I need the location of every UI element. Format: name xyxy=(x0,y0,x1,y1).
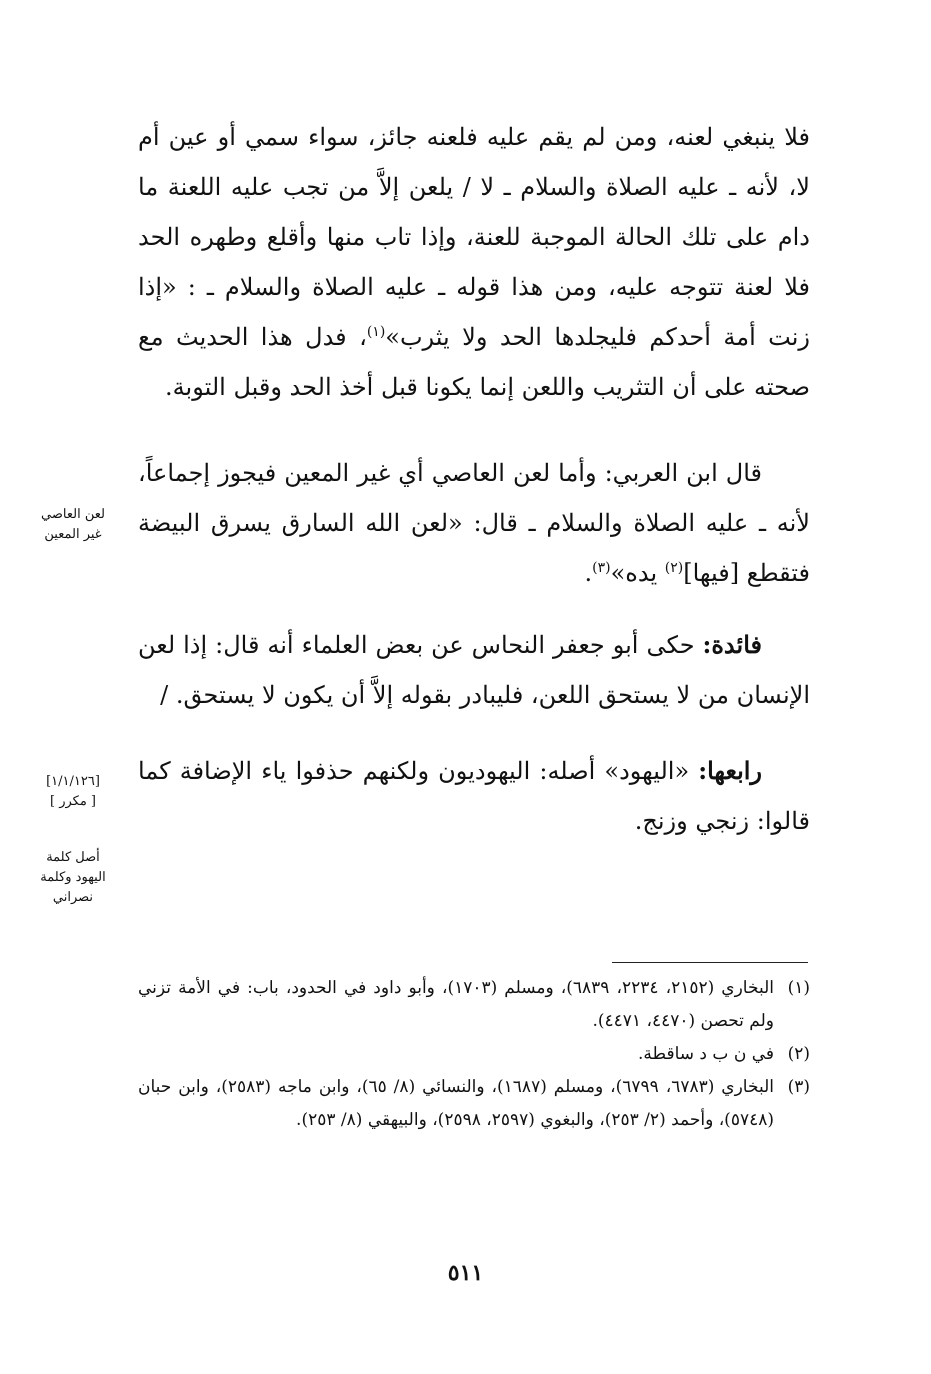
paragraph-2-text-a: قال ابن العربي: وأما لعن العاصي أي غير المعين فيجوز إجماعاً، لأنه ـ عليه الصلاة والسلام ـ قال: «لعن الله السارق يسرق البيضة فتقطع [فيها] xyxy=(138,459,810,587)
footnote-text: في ن ب د ساقطة. xyxy=(638,1044,774,1064)
footnotes xyxy=(138,972,810,1137)
page-number: ٥١١ xyxy=(447,1260,484,1286)
footnote-number: (٣) xyxy=(787,1077,810,1097)
paragraph-4 xyxy=(138,746,810,846)
paragraph-3-text: حكى أبو جعفر النحاس عن بعض العلماء أنه قال: إذا لعن الإنسان من لا يستحق اللعن، فليبادر بقوله إلاَّ أن يكون لا يستحق. / xyxy=(138,631,810,709)
paragraph-2-text-b: يده» xyxy=(610,559,665,587)
paragraph-3 xyxy=(138,620,810,720)
footnote-3 xyxy=(138,1071,810,1137)
footnote-ref-1[interactable]: (١) xyxy=(366,324,386,340)
footnote-text: البخاري (٢١٥٢، ٢٢٣٤، ٦٨٣٩)، ومسلم (١٧٠٣)، وأبو داود في الحدود، باب: في الأمة تزني ولم تحصن (٤٤٧٠، ٤٤٧١). xyxy=(138,978,774,1031)
footnote-text: البخاري (٦٧٨٣، ٦٧٩٩)، ومسلم (١٦٨٧)، والنسائي (٨/ ٦٥)، وابن ماجه (٢٥٨٣)، وابن حبان (٥٧٤٨)، وأحمد (٢/ ٢٥٣)، والبغوي (٢٥٩٧، ٢٥٩٨)، والبيهقي (٨/ ٢٥٣). xyxy=(138,1077,774,1130)
paragraph-3-lead: فائدة: xyxy=(702,630,762,659)
paragraph-1 xyxy=(138,112,810,412)
paragraph-4-text: «اليهود» أصله: اليهوديون ولكنهم حذفوا ياء الإضافة كما قالوا: زنجي وزنج. xyxy=(138,757,810,835)
paragraph-2 xyxy=(138,448,810,598)
paragraph-4-lead: رابعها: xyxy=(698,756,762,785)
footnote-divider xyxy=(612,962,808,963)
footnote-number: (١) xyxy=(787,978,810,998)
main-text xyxy=(138,112,810,846)
footnote-number: (٢) xyxy=(787,1044,810,1064)
paragraph-1-text-a: فلا ينبغي لعنه، ومن لم يقم عليه فلعنه جائز، سواء سمي أو عين أم لا، لأنه ـ عليه الصلاة والسلام ـ لا / يلعن إلاَّ من تجب عليه اللعنة ما دام على تلك الحالة الموجبة للعنة، وإذا تاب منها وأقلع وطهره الحد فلا لعنة تتوجه عليه، ومن هذا قوله ـ عليه الصلاة والسلام ـ : «إذا زنت أمة أحدكم فليجلدها الحد ولا يثرب» xyxy=(138,123,810,351)
footnote-1 xyxy=(138,972,810,1038)
margin-note-word-origin: أصل كلمة اليهود وكلمة نصراني xyxy=(40,850,106,905)
margin-note-cursing-sinner: لعن العاصي غير المعين xyxy=(41,507,105,542)
footnote-ref-2[interactable]: (٢) xyxy=(664,560,684,576)
paragraph-1-text-b: ، فدل هذا الحديث مع صحته على أن التثريب واللعن إنما يكونا قبل أخذ الحد وقبل التوبة. xyxy=(138,323,810,401)
paragraph-2-text-c: . xyxy=(584,559,593,587)
footnote-2 xyxy=(138,1038,810,1071)
margin-note-manuscript-ref: [١/١/١٢٦] [ مكرر ] xyxy=(46,774,100,809)
footnote-ref-3[interactable]: (٣) xyxy=(592,560,611,576)
